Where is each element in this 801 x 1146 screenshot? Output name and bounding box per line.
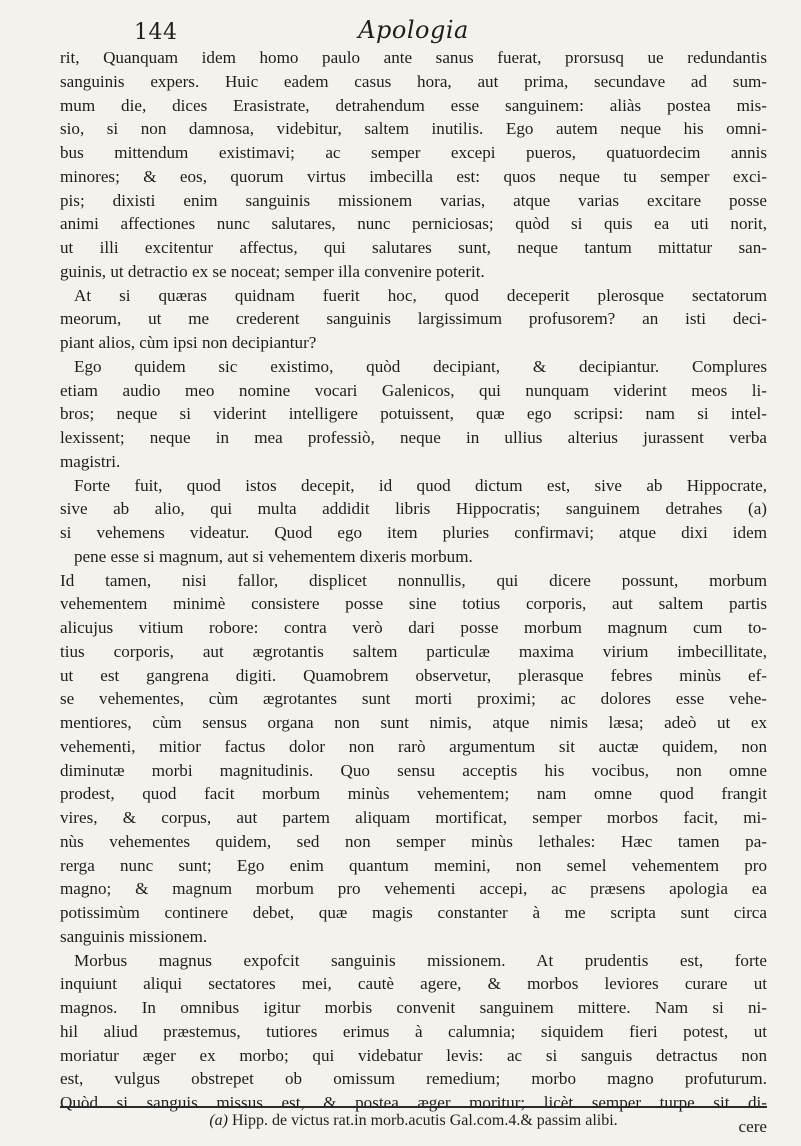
footnote-mark: (a) [209,1112,228,1129]
text-line: alicujus vitium robore: contra verò dari posse morbum magnum cum to- [60,618,767,637]
text-line: inquiunt aliqui sectatores mei, cautè agere, & morbos leviores curare ut [60,974,767,994]
text-line: moriatur æger ex morbo; qui videbatur levis: ac si sanguis detractus non [60,1045,767,1065]
text-line: magno; & magnum morbum pro vehementi accepi, ac præsens apologia ea [60,879,767,899]
text-line: piant alios, cùm ipsi non decipiantur? [60,333,317,352]
text-line: guinis, ut detractio ex se noceat; semper illa convenire poterit. [60,261,485,281]
text-line: bros; neque si viderint intelligere potuissent, quæ ego scripsi: nam si intel- [60,404,767,424]
text-line: rit, Quanquam idem homo paulo ante sanus fuerat, prorsusq ue redundantis [60,48,767,67]
text-line: Id tamen, nisi fallor, displicet nonnullis, qui dicere possunt, morbum [60,570,767,590]
footnote-rule [60,1106,767,1108]
body-text [60,46,767,1139]
text-line: sanguinis missionem. [60,926,208,946]
text-line: magnos. In omnibus igitur morbis convenit sanguinem mittere. Nam si ni- [60,998,767,1017]
footnote-text: Hipp. de victus rat.in morb.acutis Gal.com.4.& passim alibi. [231,1112,618,1129]
text-line: Ego quidem sic existimo, quòd decipiant, & decipiantur. Complures [74,356,767,376]
text-line: animi affectiones nunc salutares, nunc perniciosas; quòd si quis ea uti norit, [60,214,767,234]
text-line: si vehemens videatur. Quod ego item pluries confirmavi; atque dixi idem [60,523,767,542]
text-line: est, vulgus obstrepet ob omissum remedium; morbo magno profuturum. [60,1069,767,1089]
text-line: vires, & corpus, aut partem aliquam mortificat, semper morbos facit, mi- [60,808,767,827]
text-line: mentiores, cùm sensus organa non sunt nimis, atque nimis læsa; adeò ut ex [60,713,767,732]
text-line: Forte fuit, quod istos decepit, id quod dictum est, sive ab Hippocrate, [74,475,767,495]
text-line: etiam audio meo nomine vocari Galenicos, qui nunquam viderint meos li- [60,380,767,400]
text-line: pis; dixisti enim sanguinis missionem varias, atque varias excitare posse [60,190,767,210]
page-header [60,16,767,46]
text-line: tius corporis, aut ægrotantis saltem particulæ maxima virium imbecillitate, [60,641,767,661]
text-line: Quòd si sanguis missus est, & postea æger moritur; licèt semper turpe sit di- [60,1093,767,1112]
text-line: lexissent; neque in mea professiò, neque in ullius alterius jurassent verba [60,428,767,447]
text-line: minores; & eos, quorum virtus imbecilla est: quos neque tu semper exci- [60,166,767,186]
text-line: meorum, ut me crederent sanguinis largissimum profusorem? an isti deci- [60,309,767,329]
text-line: pene esse si magnum, aut si vehementem dixeris morbum. [74,546,473,566]
text-line: magistri. [60,451,121,471]
text-line: Morbus magnus expofcit sanguinis missionem. At prudentis est, forte [74,950,767,970]
footnote [60,1112,767,1130]
text-line: cere [738,1116,767,1136]
page-number: 144 [134,20,178,45]
text-line: mum die, dices Erasistrate, detrahendum esse sanguinem: aliàs postea mis- [60,95,767,115]
text-line: ut illi excitentur affectus, qui salutares sunt, neque tantum mittatur san- [60,238,767,257]
running-title: Apologia [358,16,469,44]
text-line: rerga nunc sunt; Ego enim quantum memini, non semel vehementem pro [60,855,767,875]
text-line: sio, si non damnosa, videbitur, saltem inutilis. Ego autem neque his omni- [60,119,767,139]
text-line: At si quæras quidnam fuerit hoc, quod deceperit plerosque sectatorum [74,285,767,305]
text-line: nùs vehementes quidem, sed non semper minùs lethales: Hæc tamen pa- [60,831,767,851]
text-line: potissimùm continere debet, quæ magis constanter à me scripta sunt circa [60,903,767,922]
text-line: sanguinis expers. Huic eadem casus hora, aut prima, secundave ad sum- [60,71,767,91]
text-line: vehementi, mitior factus dolor non rarò argumentum sit auctæ quidem, non [60,736,767,756]
text-line: se vehementes, cùm ægrotantes sunt morti proximi; ac dolores esse vehe- [60,689,767,709]
text-line: bus mittendum existimavi; ac semper excepi pueros, quatuordecim annis [60,143,767,162]
text-line: sive ab alio, qui multa addidit libris Hippocratis; sanguinem detrahes (a) [60,499,767,519]
text-line: vehementem minimè consistere posse sine totius corporis, aut saltem partis [60,594,767,614]
text-line: hil aliud præstemus, tutiores erimus à calumnia; siquidem fieri potest, ut [60,1021,767,1041]
text-line: diminutæ morbi magnitudinis. Quo sensu acceptis his vocibus, non omne [60,760,767,780]
text-line: ut est gangrena digiti. Quamobrem observetur, plerasque febres minùs ef- [60,665,767,685]
text-line: prodest, quod facit morbum minùs vehementem; nam omne quod frangit [60,784,767,804]
